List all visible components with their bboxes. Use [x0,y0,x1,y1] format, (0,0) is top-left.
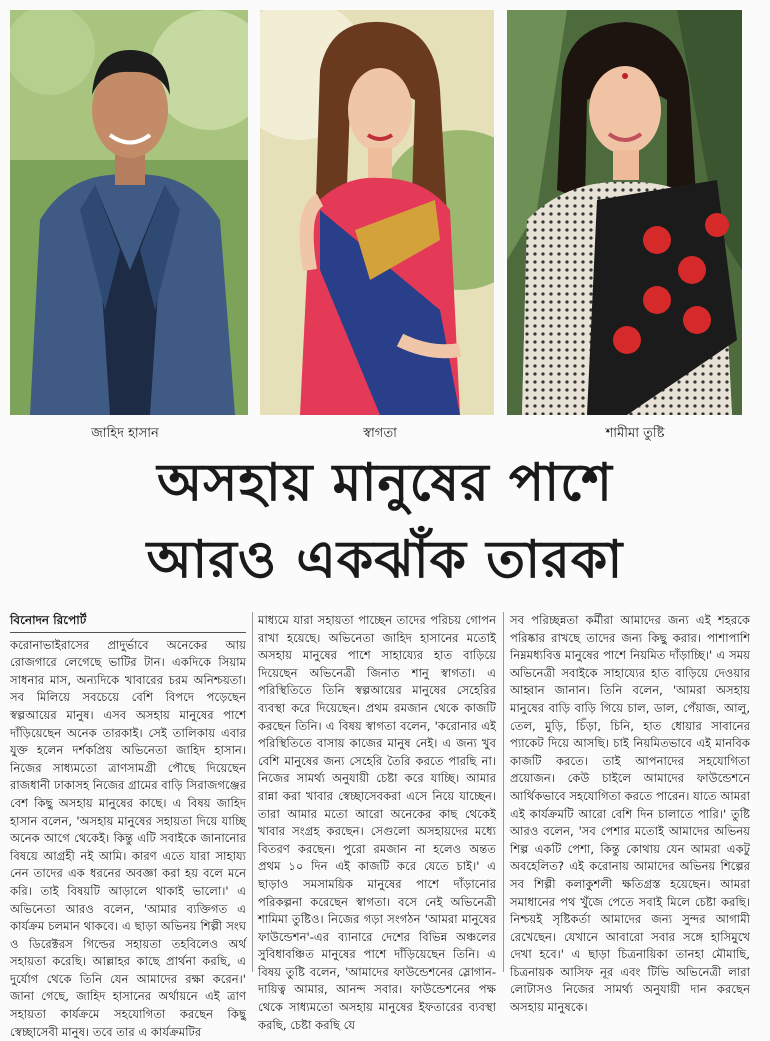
portrait-woman-illustration [260,10,494,415]
article-column-2 [258,612,496,1034]
byline: বিনোদন রিপোর্ট [10,612,246,633]
column-divider [503,612,504,972]
article-column-1 [10,612,246,1041]
column-text: মাধ্যমে যারা সহায়তা পাচ্ছেন তাদের পরিচয় গোপন রাখা হয়েছে। অভিনেতা জাহিদ হাসানের মতোই অসহায় মানুষের পাশে সাহায্যের হাত বাড়িয়ে দিয়েছেন অভিনেত্রী জিনাত শানু স্বাগতা। এ পরিস্থিতিতে তিনি স্বল্পআয়ের মানুষের সেহেরির ব্যবস্থা করে দিয়েছেন। প্রথম রমজান থেকে কাজটি করছেন তিনি। এ বিষয় স্বাগতা বলেন, 'করোনার এই পরিস্থিতিতে বাসায় কাজের মানুষ নেই। এ জন্য খুব বেশি মানুষের জন্য সেহেরি তৈরি করতে পারছি না। নিজের সামর্থ্য অনুযায়ী চেষ্টা করে যাচ্ছি। আমার রান্না করা খাবার স্বেচ্ছাসেবকরা এসে নিয়ে যাচ্ছেন। তারা আমার মতো আরো অনেকের কাছ থেকেই খাবার সংগ্রহ করছেন। সেগুলো অসহায়দের মধ্যে বিতরণ করছেন। পুরো রমজান না হলেও অন্তত প্রথম ১০ দিন এই কাজটি করে যেতে চাই।' এ ছাড়াও সমসাময়িক মানুষের পাশে দাঁড়ানোর পরিকল্পনা করেছেন স্বাগতা। বসে নেই অভিনেত্রী শামিমা তুষ্টিও। নিজের গড়া সংগঠন 'আমরা মানুষের ফাউন্ডেশন'-এর ব্যানারে দেশের বিভিন্ন অঞ্চলের সুবিধাবঞ্চিত মানুষের পাশে দাঁড়িয়েছেন তিনি। এ বিষয় তুষ্টি বলেন, 'আমাদের ফাউন্ডেশনের স্লোগান- দায়িত্ব আমার, আনন্দ সবার। ফাউন্ডেশনের পক্ষ থেকে সাধ্যমতো অসহায় মানুষের ইফতারের ব্যবস্থা করছি, চেষ্টা করছি যে [258,613,496,1032]
photo-caption: স্বাগতা [363,426,397,441]
column-divider [252,612,253,972]
photo-zahid-hasan [10,10,248,415]
photo-shamima-tushti [507,10,742,415]
portrait-man-illustration [10,10,248,415]
column-text: সব পরিচ্ছন্নতা কর্মীরা আমাদের জন্য এই শহরকে পরিষ্কার রাখছে তাদের জন্য কিছু করার। পাশাপাশি নিম্নমধ্যবিত্ত মানুষের পাশে নিয়মিত দাঁড়াচ্ছি।' এ সময় অভিনেত্রী সবাইকে সাহায্যের হাত বাড়িয়ে দেওয়ার আহ্বান জানান। তিনি বলেন, 'আমরা অসহায় মানুষের বাড়ি বাড়ি গিয়ে চাল, ডাল, পেঁয়াজ, আলু, তেল, মুড়ি, চিঁড়া, চিনি, হাত ধোয়ার সাবানের প্যাকেট দিয়ে আসছি। চাই নিয়মিতভাবে এই মানবিক কাজটি করতে। তাই আপনাদের সহযোগিতা প্রয়োজন। কেউ চাইলে আমাদের ফাউন্ডেশনে আর্থিকভাবে সহযোগিতা করতে পারেন। যাতে আমরা এই কার্যক্রমটি আরো বেশি দিন চালাতে পারি।' তুষ্টি আরও বলেন, 'সব পেশার মতোই আমাদের অভিনয় শিল্প একটি পেশা, কিন্তু কোথায় যেন আমরা একটু অবহেলিত? এই করোনায় আমাদের অভিনয় শিল্পের সব শিল্পী কলাকুশলী ক্ষতিগ্রস্ত হয়েছেন। আমরা সমাধানের পথ খুঁজে পেতে সবাই মিলে চেষ্টা করছি। নিশ্চয়ই সৃষ্টিকর্তা আমাদের জন্য সুন্দর আগামী রেখেছেন। যেখানে আবারো সবার সঙ্গে হাসিমুখে দেখা হবে।' এ ছাড়া চিত্রনায়িকা তানহা মৌমাছি, চিত্রনায়ক আসিফ নূর এবং টিভি অভিনেত্রী লারা লোটাসও নিজের সামর্থ্য অনুযায়ী দান করছেন অসহায় মানুষকে। [510,613,750,1015]
portrait-woman-illustration [507,10,742,415]
column-text: করোনাভাইরাসের প্রাদুর্ভাবে অনেকের আয় রোজগারে লেগেছে ভাটির টান। একদিকে সিয়াম সাধনার মাস, অন্যদিকে খাবারের চরম অনিশ্চয়তা। সব মিলিয়ে সবচেয়ে বেশি বিপদে পড়েছেন স্বল্পআয়ের মানুষ। এসব অসহায় মানুষের পাশে দাঁড়িয়েছেন অনেক তারকাই। সেই তালিকায় এবার যুক্ত হলেন দর্শকপ্রিয় অভিনেতা জাহিদ হাসান। নিজের সাধ্যমতো ত্রাণসামগ্রী পৌছে দিয়েছেন রাজধানী ঢাকাসহ নিজের গ্রামের বাড়ি সিরাজগঞ্জের বেশ কিছু অসহায় মানুষের কাছে। এ বিষয় জাহিদ হাসান বলেন, 'অসহায় মানুষের সহায়তা দিয়ে যাচ্ছি অনেক আগে থেকেই। কিন্তু এটি সবাইকে জানানোর বিষয়ে আগ্রহী নই আমি। কারণ এতে যারা সাহায্য নেন তাদের এক ধরনের অবজ্ঞা করা হয় বলে মনে করি। তাই বিষয়টি আড়ালে থাকাই ভালো।' এ অভিনেতা আরও বলেন, 'আমার ব্যক্তিগত এ কার্যক্রম চলমান থাকবে। এ ছাড়া অভিনয় শিল্পী সংঘ ও ডিরেক্টরস গিল্ডের সহায়তা তহবিলেও অর্থ সহায়তা করেছি। আল্লাহর কাছে প্রার্থনা করছি, এ দুর্যোগ থেকে তিনি যেন আমাদের রক্ষা করেন।' জানা গেছে, জাহিদ হাসানের অর্থায়নে এই ত্রাণ সহায়তা কার্যক্রমে সহযোগিতা করছেন কিছু স্বেচ্ছাসেবী মানুষ। তবে তার এ কার্যক্রমটির [10,637,246,1039]
headline-line-2: আরও একঝাঁক তারকা [146,529,624,590]
photo-caption: জাহিদ হাসান [91,426,159,441]
article-column-3 [510,612,750,1017]
headline-line-1: অসহায় মানুষের পাশে [157,452,613,513]
photo-caption: শামীমা তুষ্টি [605,426,665,441]
photo-swagata [260,10,494,415]
